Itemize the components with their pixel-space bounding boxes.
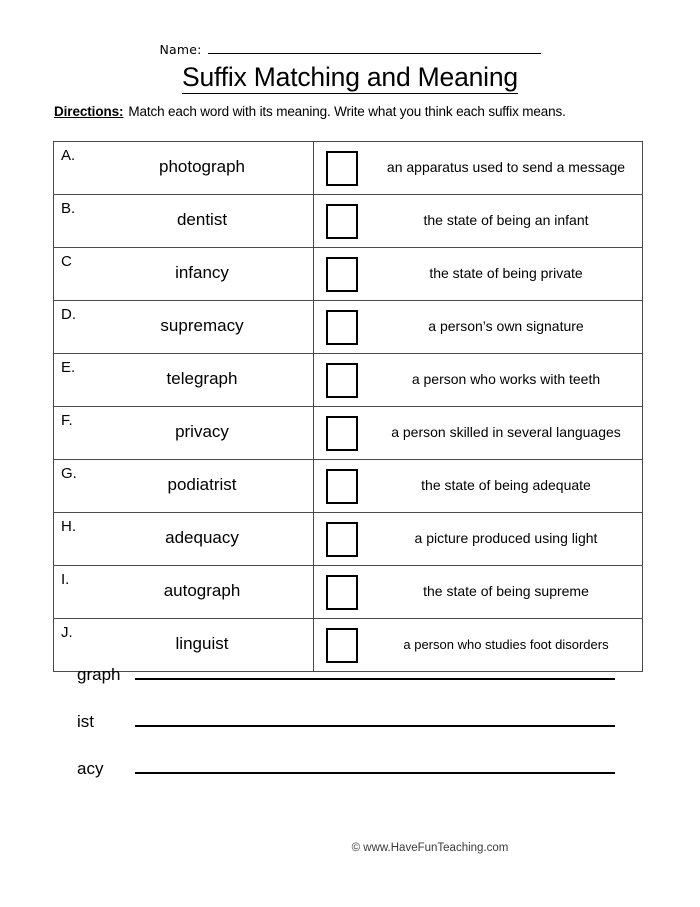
answer-box-cell[interactable] (314, 566, 371, 619)
row-letter: F. (61, 412, 73, 429)
directions-text: Match each word with its meaning. Write what you think each suffix means. (128, 104, 566, 119)
row-word: infancy (91, 248, 314, 301)
table-row (54, 407, 643, 460)
page-title-text: Suffix Matching and Meaning (182, 62, 518, 92)
row-letter-cell (54, 301, 92, 354)
row-letter: I. (61, 571, 70, 588)
suffix-row (53, 754, 643, 801)
answer-checkbox[interactable] (326, 363, 358, 398)
row-letter: B. (61, 200, 76, 217)
suffix-answer-blank[interactable] (135, 660, 615, 680)
row-letter-cell (54, 407, 92, 460)
footer-copyright: © www.HaveFunTeaching.com (351, 842, 509, 854)
answer-box-cell[interactable] (314, 354, 371, 407)
answer-box-cell[interactable] (314, 460, 371, 513)
suffix-label: ist (77, 712, 94, 731)
row-definition: the state of being adequate (370, 460, 643, 513)
answer-checkbox[interactable] (326, 416, 358, 451)
answer-box-cell[interactable] (314, 195, 371, 248)
suffix-meaning-section (53, 660, 643, 801)
row-letter-cell (54, 248, 92, 301)
row-definition: a person skilled in several languages (370, 407, 643, 460)
name-label: Name: (159, 42, 202, 57)
table-row (54, 142, 643, 195)
suffix-row (53, 707, 643, 754)
row-word: photograph (91, 142, 314, 195)
suffix-answer-blank[interactable] (135, 707, 615, 727)
row-letter-cell (54, 566, 92, 619)
table-row (54, 566, 643, 619)
answer-checkbox[interactable] (326, 204, 358, 239)
answer-box-cell[interactable] (314, 248, 371, 301)
answer-checkbox[interactable] (326, 469, 358, 504)
row-definition: the state of being supreme (370, 566, 643, 619)
answer-checkbox[interactable] (326, 310, 358, 345)
page-title (0, 62, 700, 93)
row-letter: A. (61, 147, 76, 164)
row-letter: H. (61, 518, 76, 535)
directions (54, 104, 654, 119)
row-definition: a person who studies foot disorders (370, 619, 643, 672)
matching-table (53, 141, 643, 672)
row-letter: E. (61, 359, 76, 376)
row-definition: a person’s own signature (370, 301, 643, 354)
answer-checkbox[interactable] (326, 522, 358, 557)
row-definition: an apparatus used to send a message (370, 142, 643, 195)
row-letter-cell (54, 354, 92, 407)
answer-box-cell[interactable] (314, 513, 371, 566)
row-word: dentist (91, 195, 314, 248)
row-word: linguist (91, 619, 314, 672)
row-letter-cell (54, 142, 92, 195)
row-definition: a person who works with teeth (370, 354, 643, 407)
table-row (54, 513, 643, 566)
row-word: supremacy (91, 301, 314, 354)
table-row (54, 248, 643, 301)
row-definition: the state of being an infant (370, 195, 643, 248)
answer-checkbox[interactable] (326, 575, 358, 610)
directions-label: Directions: (54, 104, 124, 119)
row-letter: D. (61, 306, 76, 323)
row-letter: G. (61, 465, 77, 482)
answer-checkbox[interactable] (326, 151, 358, 186)
row-letter: C (61, 253, 72, 270)
suffix-label: graph (77, 665, 121, 684)
answer-box-cell[interactable] (314, 142, 371, 195)
answer-checkbox[interactable] (326, 628, 358, 663)
table-row (54, 354, 643, 407)
suffix-answer-blank[interactable] (135, 754, 615, 774)
suffix-label: acy (77, 759, 104, 778)
name-blank-field[interactable] (208, 40, 541, 54)
row-letter-cell (54, 513, 92, 566)
name-line (0, 40, 700, 57)
table-row (54, 195, 643, 248)
row-letter: J. (61, 624, 73, 641)
answer-box-cell[interactable] (314, 407, 371, 460)
row-definition: a picture produced using light (370, 513, 643, 566)
table-row (54, 460, 643, 513)
suffix-row (53, 660, 643, 707)
row-word: adequacy (91, 513, 314, 566)
row-letter-cell (54, 195, 92, 248)
row-word: telegraph (91, 354, 314, 407)
answer-checkbox[interactable] (326, 257, 358, 292)
row-word: privacy (91, 407, 314, 460)
row-word: autograph (91, 566, 314, 619)
row-letter-cell (54, 460, 92, 513)
row-word: podiatrist (91, 460, 314, 513)
row-definition: the state of being private (370, 248, 643, 301)
answer-box-cell[interactable] (314, 301, 371, 354)
table-row (54, 301, 643, 354)
